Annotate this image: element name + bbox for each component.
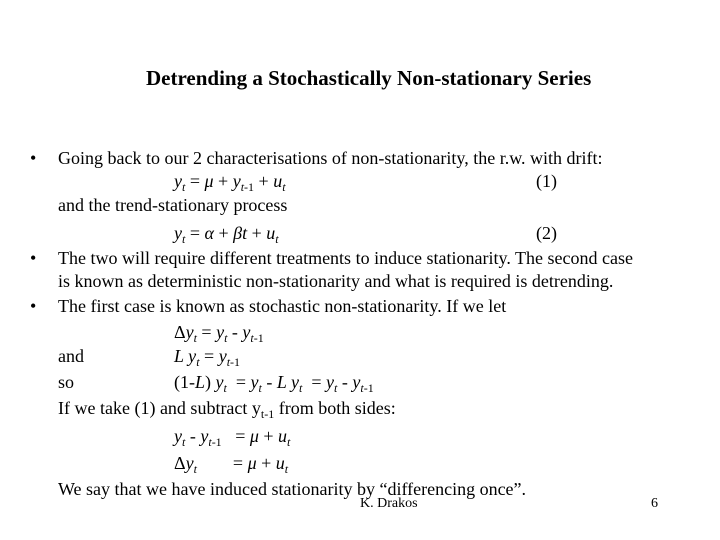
equation-lag-operator: L $y_t = y_{t-1}$ <box>174 346 241 369</box>
so-label: so <box>58 372 75 392</box>
bullet-text-1: Going back to our 2 characterisations of non-stationarity, the r.w. with drift: <box>58 148 603 168</box>
equation-label-1: (1) <box>536 171 557 191</box>
equation-first-difference: $\Delta y_t$ = $\mu + u_t$ <box>174 453 289 476</box>
equation-label-2: (2) <box>536 223 557 243</box>
equation-trend-stationary: $y_t = \alpha + \beta t + u_t$ <box>174 223 279 246</box>
conclusion-text: We say that we have induced stationarity by “differencing once”. <box>58 479 527 499</box>
page-number: 6 <box>651 496 658 511</box>
bullet-marker: • <box>30 148 37 168</box>
equation-subtract-result: $y_t - y_{t-1} = \mu + u_t$ <box>174 426 291 449</box>
bullet-marker: • <box>30 248 37 268</box>
and-label: and <box>58 346 84 366</box>
equation-lag-difference: (1-L) $y_t = y_t - L$ $y_t = y_t - y_{t-1}$ <box>174 372 374 395</box>
subtract-text: If we take (1) and subtract $y_{t-1}$ from both sides: <box>58 398 396 421</box>
equation-random-walk: $y_t = \mu + y_{t-1} + u_t$ <box>174 171 286 194</box>
slide-title: Detrending a Stochastically Non-stationary Series <box>146 66 592 90</box>
bullet-text-2-continued: is known as deterministic non-stationarity and what is required is detrending. <box>58 271 614 291</box>
equation-difference: $\Delta y_t = y_t - y_{t-1}$ <box>174 322 264 345</box>
bullet-text-3: The first case is known as stochastic non-stationarity. If we let <box>58 296 507 316</box>
footer-author: K. Drakos <box>360 496 418 511</box>
bullet-marker: • <box>30 296 37 316</box>
bullet-text-2: The two will require different treatments to induce stationarity. The second case <box>58 248 633 268</box>
trend-intro-text: and the trend-stationary process <box>58 195 288 215</box>
